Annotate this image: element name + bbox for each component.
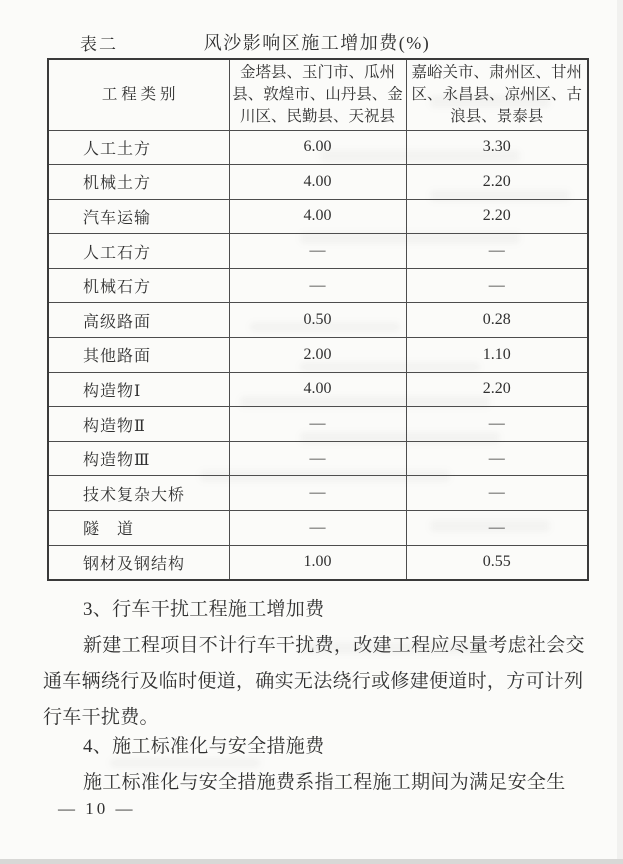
paragraph-line: 通车辆绕行及临时便道，确实无法绕行或修建便道时，方可计列 xyxy=(43,671,584,692)
row-label: 机械石方 xyxy=(48,268,229,303)
table-row xyxy=(48,268,588,303)
row-label: 构造物Ⅲ xyxy=(48,441,229,476)
column-header-text: 工 程 类 别 xyxy=(101,85,176,103)
rate-region-a: 0.50 xyxy=(229,303,406,338)
table-row xyxy=(48,303,588,338)
table-row xyxy=(48,441,588,476)
row-label: 人工土方 xyxy=(48,130,229,165)
rate-region-b: — xyxy=(406,511,588,546)
paragraph-line: 新建工程项目不计行车干扰费，改建工程应尽量考虑社会交 xyxy=(83,635,585,656)
table-row xyxy=(48,130,588,165)
rate-region-b: 2.20 xyxy=(406,372,588,407)
row-label: 隧 道 xyxy=(48,511,229,546)
section-heading-4: 4、施工标准化与安全措施费 xyxy=(83,736,325,757)
rate-region-a: — xyxy=(229,511,406,546)
rate-region-b: 2.20 xyxy=(406,199,588,234)
rate-region-b: — xyxy=(406,268,588,303)
table-header-row xyxy=(48,59,588,130)
table-row xyxy=(48,372,588,407)
row-label: 钢材及钢结构 xyxy=(48,545,229,580)
rate-region-a: 1.00 xyxy=(229,545,406,580)
section-heading-3: 3、行车干扰工程施工增加费 xyxy=(83,599,325,620)
row-label: 构造物Ⅱ xyxy=(48,407,229,442)
column-header-region-a: 金塔县、玉门市、瓜州 县、敦煌市、山丹县、金 川区、民勤县、天祝县 xyxy=(229,59,406,130)
row-label: 机械土方 xyxy=(48,165,229,200)
rate-region-b: 2.20 xyxy=(406,165,588,200)
rate-region-b: — xyxy=(406,407,588,442)
rate-region-b: 1.10 xyxy=(406,338,588,373)
rate-region-a: — xyxy=(229,234,406,269)
table-row xyxy=(48,199,588,234)
paragraph-line: 行车干扰费。 xyxy=(43,707,159,728)
rate-region-a: — xyxy=(229,268,406,303)
row-label: 技术复杂大桥 xyxy=(48,476,229,511)
table-row xyxy=(48,407,588,442)
row-label: 人工石方 xyxy=(48,234,229,269)
rate-region-a: 2.00 xyxy=(229,338,406,373)
rate-region-a: 4.00 xyxy=(229,199,406,234)
row-label: 高级路面 xyxy=(48,303,229,338)
rate-region-a: 4.00 xyxy=(229,372,406,407)
table-label: 表二 xyxy=(80,35,118,54)
wind-sand-surcharge-table xyxy=(47,58,589,581)
table-row xyxy=(48,476,588,511)
rate-region-a: 4.00 xyxy=(229,165,406,200)
table-title: 风沙影响区施工增加费(%) xyxy=(203,33,431,53)
table-row xyxy=(48,545,588,580)
page-number: — 10 — xyxy=(58,799,136,818)
scan-edge-shadow xyxy=(617,0,623,864)
paragraph-line: 施工标准化与安全措施费系指工程施工期间为满足安全生 xyxy=(83,772,566,793)
table-row xyxy=(48,165,588,200)
column-header-region-b: 嘉峪关市、肃州区、甘州 区、永昌县、凉州区、古 浪县、景泰县 xyxy=(406,59,588,130)
rate-region-b: 3.30 xyxy=(406,130,588,165)
rate-region-b: 0.55 xyxy=(406,545,588,580)
rate-region-b: 0.28 xyxy=(406,303,588,338)
rate-region-b: — xyxy=(406,441,588,476)
scan-edge-strip xyxy=(0,859,623,864)
table-row xyxy=(48,338,588,373)
row-label: 汽车运输 xyxy=(48,199,229,234)
column-header-project-category xyxy=(48,59,229,130)
row-label: 其他路面 xyxy=(48,338,229,373)
rate-region-b: — xyxy=(406,476,588,511)
rate-region-a: — xyxy=(229,476,406,511)
rate-region-a: — xyxy=(229,407,406,442)
table-row xyxy=(48,511,588,546)
rate-region-b: — xyxy=(406,234,588,269)
table-row xyxy=(48,234,588,269)
row-label: 构造物Ⅰ xyxy=(48,372,229,407)
rate-region-a: 6.00 xyxy=(229,130,406,165)
rate-region-a: — xyxy=(229,441,406,476)
